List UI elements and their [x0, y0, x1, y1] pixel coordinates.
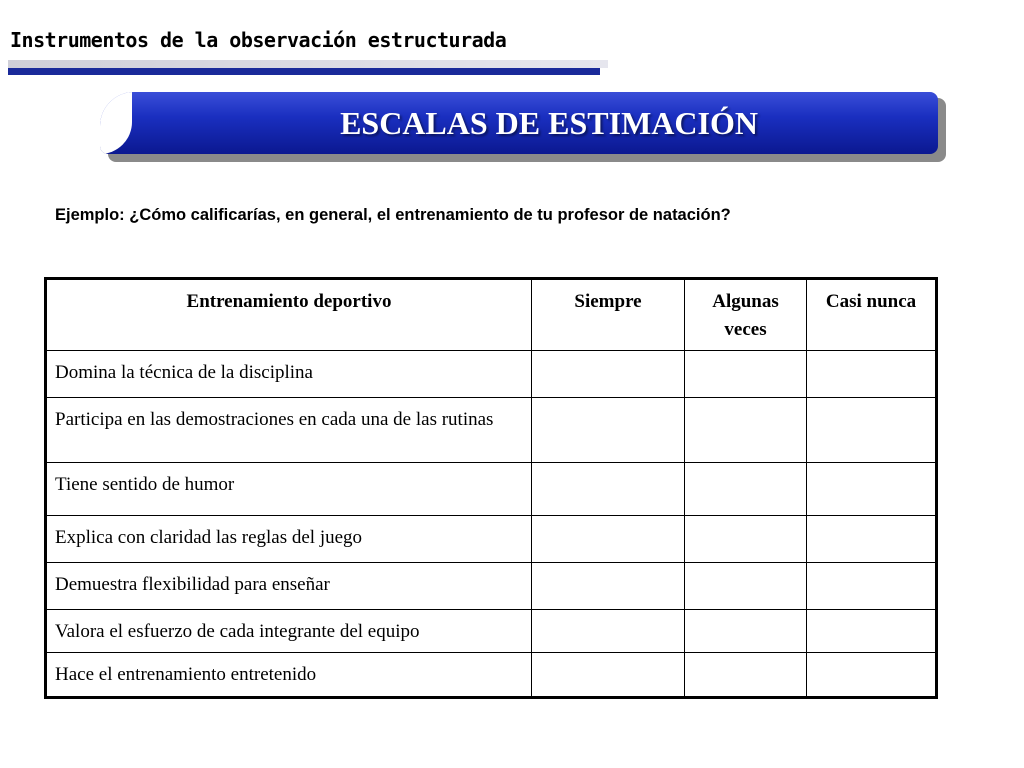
cell-casi-nunca[interactable]	[807, 563, 937, 610]
table-row	[46, 351, 937, 398]
cell-algunas-veces[interactable]	[685, 610, 807, 653]
table-row	[46, 653, 937, 698]
cell-casi-nunca[interactable]	[807, 463, 937, 516]
table-row	[46, 516, 937, 563]
column-header-casi-nunca: Casi nunca	[807, 279, 937, 351]
cell-algunas-veces[interactable]	[685, 563, 807, 610]
underline-light-bar	[8, 60, 608, 68]
cell-casi-nunca[interactable]	[807, 516, 937, 563]
cell-algunas-veces[interactable]	[685, 351, 807, 398]
row-label: Domina la técnica de la disciplina	[46, 351, 532, 398]
cell-casi-nunca[interactable]	[807, 610, 937, 653]
column-header-algunas-veces: Algunas veces	[685, 279, 807, 351]
row-label: Valora el esfuerzo de cada integrante del equipo	[46, 610, 532, 653]
cell-siempre[interactable]	[532, 398, 685, 463]
table-row	[46, 463, 937, 516]
rating-scale-table	[44, 277, 938, 699]
title-underline	[8, 60, 608, 76]
cell-siempre[interactable]	[532, 610, 685, 653]
table-row	[46, 563, 937, 610]
cell-siempre[interactable]	[532, 351, 685, 398]
banner-title: ESCALAS DE ESTIMACIÓN	[340, 104, 758, 141]
section-title: Instrumentos de la observación estructurada	[10, 28, 507, 52]
banner-curve	[100, 92, 132, 154]
table-header-row	[46, 279, 937, 351]
cell-algunas-veces[interactable]	[685, 398, 807, 463]
cell-siempre[interactable]	[532, 653, 685, 698]
cell-casi-nunca[interactable]	[807, 351, 937, 398]
cell-siempre[interactable]	[532, 463, 685, 516]
column-header-siempre: Siempre	[532, 279, 685, 351]
row-label: Tiene sentido de humor	[46, 463, 532, 516]
table-row	[46, 610, 937, 653]
cell-casi-nunca[interactable]	[807, 653, 937, 698]
cell-algunas-veces[interactable]	[685, 463, 807, 516]
row-label: Hace el entrenamiento entretenido	[46, 653, 532, 698]
row-label: Explica con claridad las reglas del juego	[46, 516, 532, 563]
column-header-training: Entrenamiento deportivo	[46, 279, 532, 351]
underline-dark-bar	[8, 68, 600, 75]
table-row	[46, 398, 937, 463]
title-banner	[100, 92, 938, 154]
cell-siempre[interactable]	[532, 516, 685, 563]
cell-siempre[interactable]	[532, 563, 685, 610]
cell-algunas-veces[interactable]	[685, 653, 807, 698]
example-question: Ejemplo: ¿Cómo calificarías, en general, el entrenamiento de tu profesor de natación?	[55, 206, 731, 224]
cell-algunas-veces[interactable]	[685, 516, 807, 563]
row-label: Demuestra flexibilidad para enseñar	[46, 563, 532, 610]
cell-casi-nunca[interactable]	[807, 398, 937, 463]
row-label: Participa en las demostraciones en cada una de las rutinas	[46, 398, 532, 463]
